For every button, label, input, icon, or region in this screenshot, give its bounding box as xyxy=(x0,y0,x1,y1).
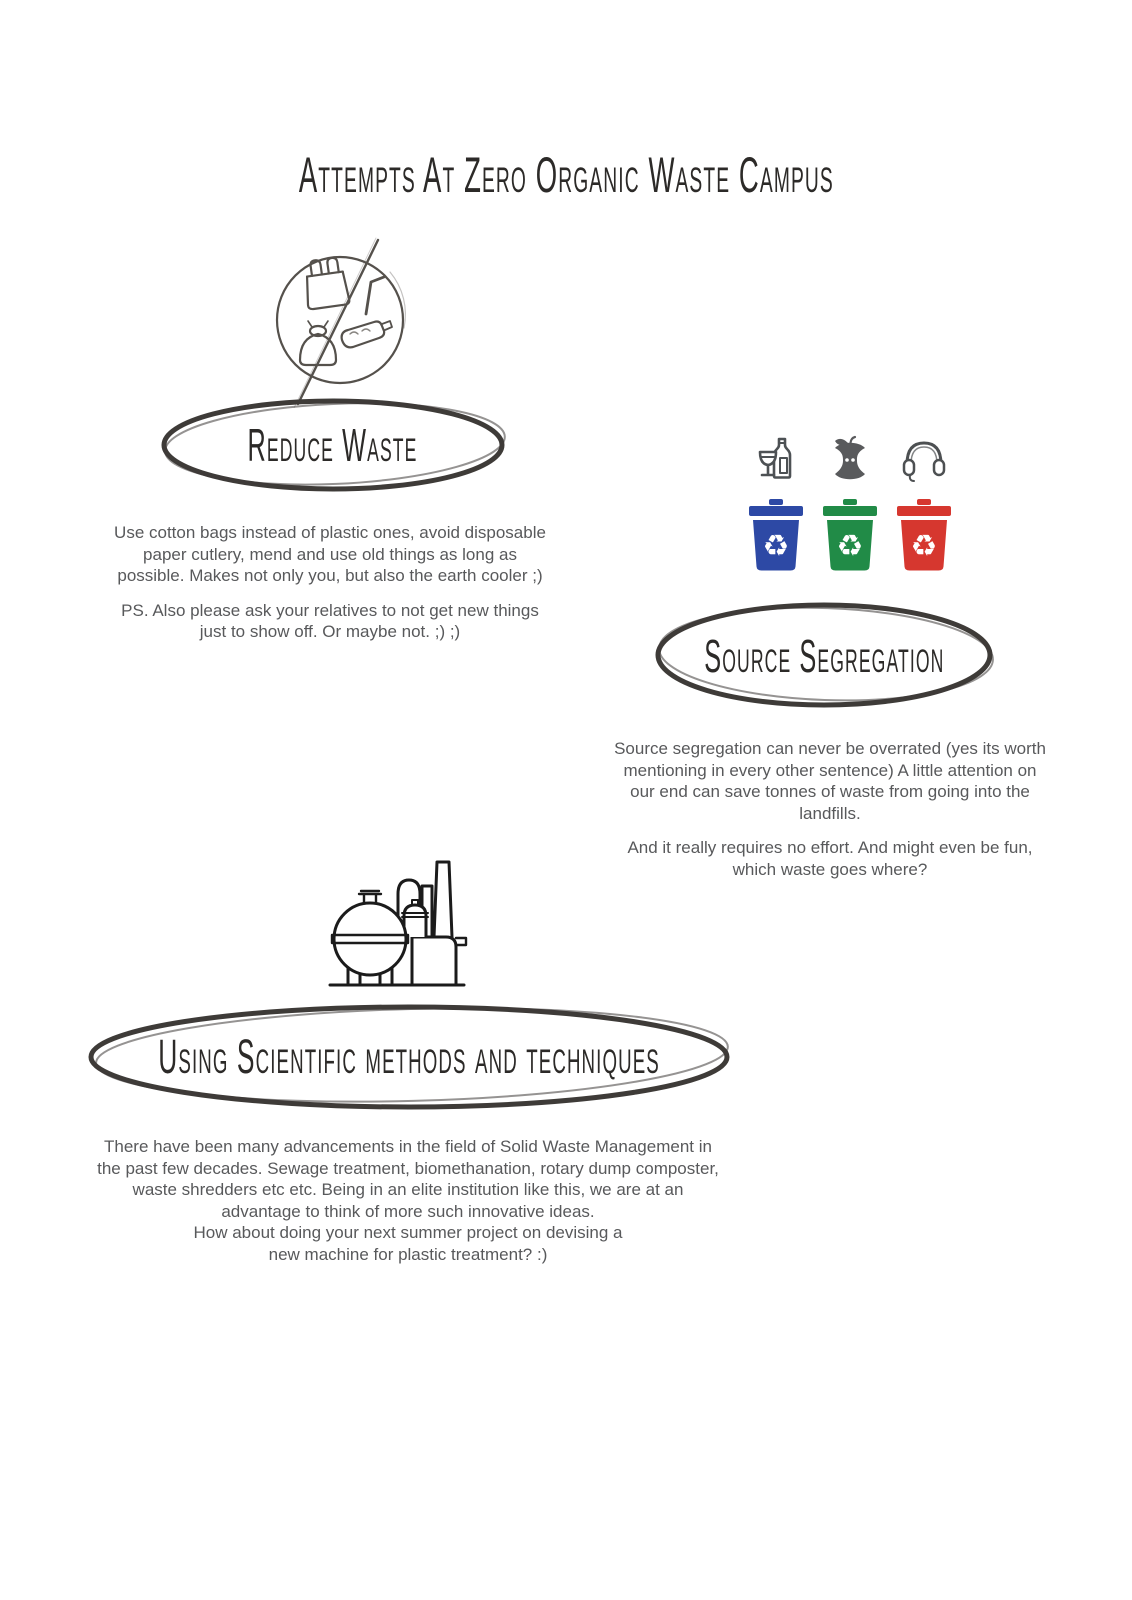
apple-core-icon xyxy=(826,435,874,483)
page-title-text: Attempts At Zero Organic Waste Campus xyxy=(298,147,834,203)
recycle-symbol: ♻ xyxy=(836,529,864,564)
recycling-bins-icon xyxy=(748,435,952,571)
reduce-waste-ps: PS. Also please ask your relatives to not get new things just to show off. Or maybe not. ;) ;) xyxy=(121,600,539,642)
organic-waste-column xyxy=(822,435,878,571)
scientific-methods-paragraph-2: How about doing your next summer project on devising a new machine for plastic treatment? :) xyxy=(193,1223,623,1264)
reduce-waste-label: Reduce Waste xyxy=(248,419,418,471)
scientific-methods-text xyxy=(92,1136,724,1265)
reduce-waste-heading xyxy=(158,394,508,496)
scientific-methods-paragraph: There have been many advancements in the field of Solid Waste Management in the past few decades. Sewage treatment, biomethanation, rotary dump composter, waste shredders etc etc. Being in an elite institution like this, we are at an advantage to think of more such innovative ideas. xyxy=(97,1137,719,1221)
no-plastic-icon xyxy=(256,230,424,408)
factory-icon xyxy=(326,842,471,990)
source-segregation-heading xyxy=(652,598,997,713)
source-segregation-paragraph-2: And it really requires no effort. And might even be fun, which waste goes where? xyxy=(627,838,1033,879)
glass-waste-column xyxy=(748,435,804,571)
blue-bin-icon xyxy=(748,499,804,571)
red-bin-icon xyxy=(896,499,952,571)
scientific-methods-heading xyxy=(85,1000,733,1115)
recycle-symbol: ♻ xyxy=(910,529,938,564)
page-title xyxy=(0,146,1132,204)
e-waste-column xyxy=(896,435,952,571)
reduce-waste-text xyxy=(112,522,548,643)
scientific-methods-label: Using Scientific methods and techniques xyxy=(158,1031,660,1084)
headphones-icon xyxy=(900,435,948,483)
recycle-symbol: ♻ xyxy=(762,529,790,564)
source-segregation-text xyxy=(610,738,1050,880)
bottle-and-glass-icon xyxy=(752,435,800,483)
reduce-waste-paragraph: Use cotton bags instead of plastic ones, avoid disposable paper cutlery, mend and use old things as long as possible. Makes not only you, but also the earth cooler ;) xyxy=(114,523,546,586)
source-segregation-label: Source Segregation xyxy=(704,629,945,682)
source-segregation-paragraph: Source segregation can never be overrated (yes its worth mentioning in every other sentence) A little attention on our end can save tonnes of waste from going into the landfills. xyxy=(614,739,1046,823)
green-bin-icon xyxy=(822,499,878,571)
